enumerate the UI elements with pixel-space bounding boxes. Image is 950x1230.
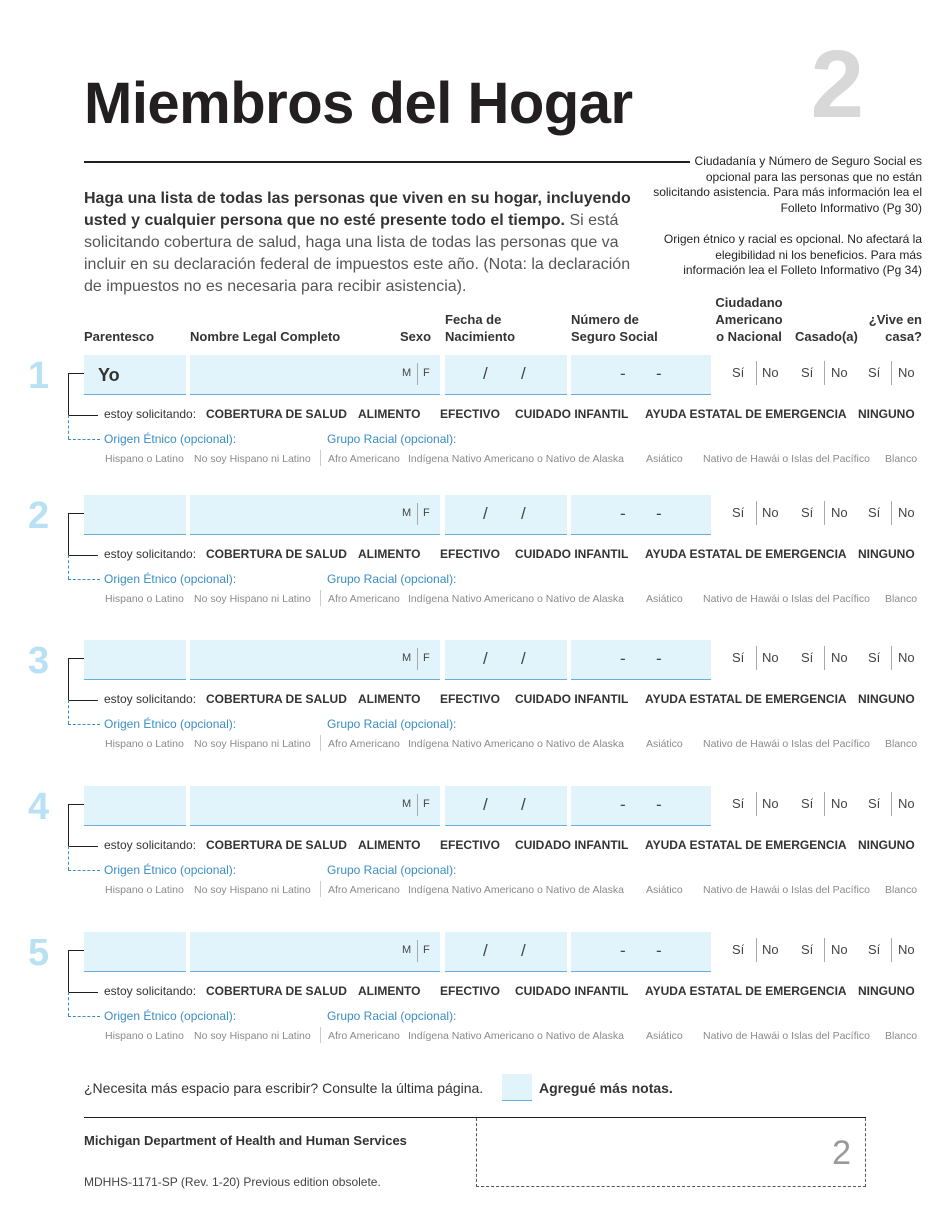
bracket-dashed <box>68 870 100 871</box>
ethnic-option[interactable]: Hispano o Latino <box>105 453 184 465</box>
sex-divider <box>417 648 418 670</box>
header-lives-2: casa? <box>885 329 922 344</box>
added-notes-checkbox[interactable] <box>502 1074 532 1101</box>
header-dob-2: Nacimiento <box>445 329 516 344</box>
program-state-emergency[interactable]: AYUDA ESTATAL DE EMERGENCIA <box>645 407 847 421</box>
ethnic-option[interactable]: No soy Hispano ni Latino <box>194 453 311 465</box>
married-yes-option[interactable]: Sí <box>801 650 814 665</box>
bracket-dashed <box>68 700 69 724</box>
race-option[interactable]: Afro Americano <box>328 884 400 896</box>
ssn-field[interactable] <box>571 786 711 826</box>
bracket-dashed <box>68 846 69 870</box>
ethnic-option[interactable]: No soy Hispano ni Latino <box>194 738 311 750</box>
yes-no-divider <box>756 938 757 962</box>
citizen-no-option[interactable]: No <box>762 796 779 811</box>
lives-no-option[interactable]: No <box>898 796 915 811</box>
applying-label: estoy solicitando: <box>104 692 197 706</box>
race-option[interactable]: Asiático <box>646 593 683 605</box>
yes-no-divider <box>891 361 892 385</box>
applying-label: estoy solicitando: <box>104 838 197 852</box>
program-food[interactable]: ALIMENTO <box>358 547 421 561</box>
applying-row <box>104 984 915 998</box>
bracket-line <box>68 846 98 847</box>
applying-row <box>104 692 915 706</box>
relationship-field[interactable] <box>84 786 186 826</box>
relationship-field[interactable] <box>84 932 186 972</box>
program-health-coverage[interactable]: COBERTURA DE SALUD <box>206 407 347 421</box>
dob-slash: / <box>521 364 526 383</box>
ssn-note: Ciudadanía y Número de Seguro Social es opcional para las personas que no están solicitando asistencia. Para más información lea el Folleto Informativo (Pg 30) <box>653 154 922 215</box>
lives-no-option[interactable]: No <box>898 505 915 520</box>
ssn-dash: - <box>620 504 626 523</box>
legal-name-field[interactable] <box>190 932 440 972</box>
header-citizen-1: Ciudadano <box>715 295 783 310</box>
option-divider <box>320 590 321 606</box>
race-option[interactable]: Blanco <box>885 884 918 896</box>
dob-field[interactable] <box>445 495 567 535</box>
race-option[interactable]: Asiático <box>646 738 683 750</box>
ssn-dash: - <box>620 941 626 960</box>
race-option[interactable]: Blanco <box>885 593 918 605</box>
program-state-emergency[interactable]: AYUDA ESTATAL DE EMERGENCIA <box>645 838 847 852</box>
citizen-no-option[interactable]: No <box>762 365 779 380</box>
program-state-emergency[interactable]: AYUDA ESTATAL DE EMERGENCIA <box>645 984 847 998</box>
header-ssn-2: Seguro Social <box>571 329 658 344</box>
sex-f-option[interactable]: F <box>423 367 430 379</box>
program-child-care[interactable]: CUIDADO INFANTIL <box>515 407 629 421</box>
citizen-yes-option[interactable]: Sí <box>732 650 745 665</box>
sex-m-option[interactable]: M <box>402 798 412 810</box>
sex-m-option[interactable]: M <box>402 944 412 956</box>
bracket-line <box>68 415 98 416</box>
dob-field[interactable] <box>445 932 567 972</box>
header-legal-name: Nombre Legal Completo <box>190 329 341 344</box>
member-number: 2 <box>28 495 50 537</box>
citizen-no-option[interactable]: No <box>762 650 779 665</box>
lives-yes-option[interactable]: Sí <box>868 796 881 811</box>
form-id: MDHHS-1171-SP (Rev. 1-20) Previous edition obsolete. <box>84 1175 381 1189</box>
header-citizen <box>713 294 785 345</box>
married-yes-option[interactable]: Sí <box>801 365 814 380</box>
race-option[interactable]: Asiático <box>646 884 683 896</box>
program-child-care[interactable]: CUIDADO INFANTIL <box>515 984 629 998</box>
header-sex: Sexo <box>400 329 432 344</box>
racial-group-label: Grupo Racial (opcional): <box>327 717 457 731</box>
member-number: 1 <box>28 355 50 397</box>
race-option[interactable]: Nativo de Hawái o Islas del Pacífico <box>703 738 870 750</box>
header-citizen-3: o Nacional <box>716 329 782 344</box>
race-option[interactable]: Indígena Nativo Americano o Nativo de Alaska <box>408 884 624 896</box>
ssn-dash: - <box>620 649 626 668</box>
bracket-line <box>68 373 84 374</box>
yes-no-divider <box>891 938 892 962</box>
program-cash[interactable]: EFECTIVO <box>440 692 501 706</box>
program-health-coverage[interactable]: COBERTURA DE SALUD <box>206 838 347 852</box>
ethnic-option[interactable]: No soy Hispano ni Latino <box>194 1030 311 1042</box>
sex-divider <box>417 503 418 525</box>
page-title: Miembros del Hogar <box>84 71 633 136</box>
lives-yes-option[interactable]: Sí <box>868 650 881 665</box>
divider <box>84 161 690 163</box>
citizen-no-option[interactable]: No <box>762 505 779 520</box>
lives-yes-option[interactable]: Sí <box>868 365 881 380</box>
sex-divider <box>417 794 418 816</box>
applying-row <box>104 547 915 561</box>
option-divider <box>320 881 321 897</box>
race-option[interactable]: Indígena Nativo Americano o Nativo de Alaska <box>408 738 624 750</box>
dob-slash: / <box>483 364 488 383</box>
lives-yes-option[interactable]: Sí <box>868 942 881 957</box>
program-food[interactable]: ALIMENTO <box>358 984 421 998</box>
ethnic-origin-label: Origen Étnico (opcional): <box>104 1009 237 1023</box>
citizen-no-option[interactable]: No <box>762 942 779 957</box>
program-food[interactable]: ALIMENTO <box>358 407 421 421</box>
applying-label: estoy solicitando: <box>104 984 197 998</box>
racial-group-label: Grupo Racial (opcional): <box>327 1009 457 1023</box>
sex-m-option[interactable]: M <box>402 507 412 519</box>
dob-slash: / <box>483 795 488 814</box>
yes-no-divider <box>824 501 825 525</box>
program-none[interactable]: NINGUNO <box>858 692 915 706</box>
race-option[interactable]: Nativo de Hawái o Islas del Pacífico <box>703 884 870 896</box>
bracket-dashed <box>68 992 69 1016</box>
racial-group-label: Grupo Racial (opcional): <box>327 863 457 877</box>
race-option[interactable]: Nativo de Hawái o Islas del Pacífico <box>703 593 870 605</box>
married-yes-option[interactable]: Sí <box>801 796 814 811</box>
lives-no-option[interactable]: No <box>898 365 915 380</box>
yes-no-divider <box>756 792 757 816</box>
ssn-dash: - <box>656 504 662 523</box>
program-state-emergency[interactable]: AYUDA ESTATAL DE EMERGENCIA <box>645 692 847 706</box>
relationship-field[interactable] <box>84 495 186 535</box>
race-note: Origen étnico y racial es opcional. No afectará la elegibilidad ni los beneficios. Para más información lea el Folleto Informativo (Pg 34) <box>663 232 922 277</box>
married-yes-option[interactable]: Sí <box>801 505 814 520</box>
page-number-small: 2 <box>832 1134 851 1172</box>
ethnic-option[interactable]: Hispano o Latino <box>105 593 184 605</box>
bracket-dashed <box>68 579 100 580</box>
married-no-option[interactable]: No <box>831 365 848 380</box>
racial-group-label: Grupo Racial (opcional): <box>327 432 457 446</box>
program-cash[interactable]: EFECTIVO <box>440 407 501 421</box>
applying-row <box>104 407 915 421</box>
married-no-option[interactable]: No <box>831 942 848 957</box>
ssn-field[interactable] <box>571 495 711 535</box>
ssn-field[interactable] <box>571 932 711 972</box>
bracket-line <box>68 555 98 556</box>
sex-divider <box>417 940 418 962</box>
legal-name-field[interactable] <box>190 355 440 395</box>
citizen-yes-option[interactable]: Sí <box>732 796 745 811</box>
lives-yes-option[interactable]: Sí <box>868 505 881 520</box>
header-dob-1: Fecha de <box>445 312 502 327</box>
bracket-dashed <box>68 555 69 579</box>
member-number: 5 <box>28 932 50 974</box>
bracket-line <box>68 658 69 700</box>
option-divider <box>320 1027 321 1043</box>
yes-no-divider <box>824 361 825 385</box>
header-married: Casado(a) <box>795 329 858 344</box>
legal-name-field[interactable] <box>190 786 440 826</box>
yes-no-divider <box>824 792 825 816</box>
dob-slash: / <box>521 504 526 523</box>
ethnic-option[interactable]: No soy Hispano ni Latino <box>194 884 311 896</box>
sex-f-option[interactable]: F <box>423 798 430 810</box>
yes-no-divider <box>756 361 757 385</box>
racial-group-label: Grupo Racial (opcional): <box>327 572 457 586</box>
married-no-option[interactable]: No <box>831 650 848 665</box>
race-option[interactable]: Indígena Nativo Americano o Nativo de Alaska <box>408 1030 624 1042</box>
added-notes-label: Agregué más notas. <box>539 1080 673 1096</box>
program-health-coverage[interactable]: COBERTURA DE SALUD <box>206 984 347 998</box>
bracket-line <box>68 804 84 805</box>
yes-no-divider <box>891 501 892 525</box>
yes-no-divider <box>824 938 825 962</box>
legal-name-field[interactable] <box>190 640 440 680</box>
dob-field[interactable] <box>445 355 567 395</box>
relationship-field[interactable] <box>84 640 186 680</box>
race-option[interactable]: Nativo de Hawái o Islas del Pacífico <box>703 1030 870 1042</box>
yes-no-divider <box>756 646 757 670</box>
member-number: 3 <box>28 640 50 682</box>
program-health-coverage[interactable]: COBERTURA DE SALUD <box>206 547 347 561</box>
bracket-line <box>68 950 84 951</box>
ssn-field[interactable] <box>571 355 711 395</box>
ssn-dash: - <box>656 649 662 668</box>
ethnic-origin-label: Origen Étnico (opcional): <box>104 432 237 446</box>
bracket-line <box>68 992 98 993</box>
race-option[interactable]: Blanco <box>885 1030 918 1042</box>
bracket-line <box>68 658 84 659</box>
ssn-field[interactable] <box>571 640 711 680</box>
bracket-dashed <box>68 1016 100 1017</box>
page-number-box <box>476 1118 866 1187</box>
race-option[interactable]: Blanco <box>885 453 918 465</box>
sex-m-option[interactable]: M <box>402 367 412 379</box>
race-option[interactable]: Indígena Nativo Americano o Nativo de Alaska <box>408 593 624 605</box>
bracket-dashed <box>68 415 69 439</box>
relationship-field[interactable] <box>84 355 186 395</box>
race-option[interactable]: Indígena Nativo Americano o Nativo de Alaska <box>408 453 624 465</box>
married-no-option[interactable]: No <box>831 796 848 811</box>
bracket-line <box>68 700 98 701</box>
program-none[interactable]: NINGUNO <box>858 838 915 852</box>
bracket-line <box>68 373 69 415</box>
department-name: Michigan Department of Health and Human Services <box>84 1133 407 1148</box>
sex-f-option[interactable]: F <box>423 507 430 519</box>
header-lives <box>866 311 922 345</box>
header-ssn <box>571 311 658 345</box>
program-child-care[interactable]: CUIDADO INFANTIL <box>515 547 629 561</box>
dob-slash: / <box>483 649 488 668</box>
citizen-yes-option[interactable]: Sí <box>732 505 745 520</box>
program-none[interactable]: NINGUNO <box>858 407 915 421</box>
option-divider <box>320 735 321 751</box>
applying-label: estoy solicitando: <box>104 547 197 561</box>
member-number: 4 <box>28 786 50 828</box>
instructions <box>84 188 640 298</box>
dob-slash: / <box>521 795 526 814</box>
program-cash[interactable]: EFECTIVO <box>440 838 501 852</box>
dob-slash: / <box>521 649 526 668</box>
dob-slash: / <box>483 941 488 960</box>
ssn-dash: - <box>656 941 662 960</box>
option-divider <box>320 450 321 466</box>
ethnic-origin-label: Origen Étnico (opcional): <box>104 863 237 877</box>
sex-m-option[interactable]: M <box>402 652 412 664</box>
race-option[interactable]: Asiático <box>646 453 683 465</box>
legal-name-field[interactable] <box>190 495 440 535</box>
dob-slash: / <box>521 941 526 960</box>
race-option[interactable]: Asiático <box>646 1030 683 1042</box>
bracket-line <box>68 804 69 846</box>
yes-no-divider <box>824 646 825 670</box>
program-child-care[interactable]: CUIDADO INFANTIL <box>515 838 629 852</box>
ethnic-origin-label: Origen Étnico (opcional): <box>104 572 237 586</box>
ethnic-option[interactable]: Hispano o Latino <box>105 738 184 750</box>
program-cash[interactable]: EFECTIVO <box>440 984 501 998</box>
married-yes-option[interactable]: Sí <box>801 942 814 957</box>
lives-no-option[interactable]: No <box>898 942 915 957</box>
program-child-care[interactable]: CUIDADO INFANTIL <box>515 692 629 706</box>
ssn-dash: - <box>620 364 626 383</box>
dob-field[interactable] <box>445 786 567 826</box>
bracket-dashed <box>68 724 100 725</box>
applying-row <box>104 838 915 852</box>
race-option[interactable]: Afro Americano <box>328 593 400 605</box>
dob-slash: / <box>483 504 488 523</box>
program-food[interactable]: ALIMENTO <box>358 838 421 852</box>
ssn-dash: - <box>656 795 662 814</box>
ethnic-origin-label: Origen Étnico (opcional): <box>104 717 237 731</box>
yes-no-divider <box>756 501 757 525</box>
page-number-large: 2 <box>810 31 864 138</box>
header-ssn-1: Número de <box>571 312 639 327</box>
instructions-bold: Haga una lista de todas las personas que viven en su hogar, incluyendo usted y cualquier persona que no esté presente todo el tiempo. <box>84 190 631 229</box>
race-option[interactable]: Nativo de Hawái o Islas del Pacífico <box>703 453 870 465</box>
header-dob <box>445 311 515 345</box>
program-cash[interactable]: EFECTIVO <box>440 547 501 561</box>
bracket-line <box>68 513 84 514</box>
dob-field[interactable] <box>445 640 567 680</box>
ssn-dash: - <box>620 795 626 814</box>
bracket-dashed <box>68 439 100 440</box>
relationship-value: Yo <box>98 365 120 385</box>
race-option[interactable]: Afro Americano <box>328 453 400 465</box>
bracket-line <box>68 513 69 555</box>
sex-f-option[interactable]: F <box>423 944 430 956</box>
applying-label: estoy solicitando: <box>104 407 197 421</box>
citizen-yes-option[interactable]: Sí <box>732 942 745 957</box>
header-lives-1: ¿Vive en <box>868 312 922 327</box>
program-none[interactable]: NINGUNO <box>858 547 915 561</box>
citizen-yes-option[interactable]: Sí <box>732 365 745 380</box>
married-no-option[interactable]: No <box>831 505 848 520</box>
race-option[interactable]: Afro Americano <box>328 738 400 750</box>
header-relationship: Parentesco <box>84 329 155 344</box>
more-space-question: ¿Necesita más espacio para escribir? Consulte la última página. <box>84 1080 484 1096</box>
bracket-line <box>68 950 69 992</box>
race-option[interactable]: Afro Americano <box>328 1030 400 1042</box>
program-health-coverage[interactable]: COBERTURA DE SALUD <box>206 692 347 706</box>
ethnic-option[interactable]: Hispano o Latino <box>105 884 184 896</box>
ethnic-option[interactable]: No soy Hispano ni Latino <box>194 593 311 605</box>
sex-divider <box>417 363 418 385</box>
sex-f-option[interactable]: F <box>423 652 430 664</box>
program-food[interactable]: ALIMENTO <box>358 692 421 706</box>
program-state-emergency[interactable]: AYUDA ESTATAL DE EMERGENCIA <box>645 547 847 561</box>
instructions-rest: Si está solicitando cobertura de salud, haga una lista de todas las personas que va incluir en su declaración federal de impuestos este año. (Nota: la declaración de impuestos no es necesaria para recibir asistencia). <box>84 212 631 295</box>
header-citizen-2: Americano <box>715 312 783 327</box>
ethnic-option[interactable]: Hispano o Latino <box>105 1030 184 1042</box>
yes-no-divider <box>891 792 892 816</box>
race-option[interactable]: Blanco <box>885 738 918 750</box>
ssn-dash: - <box>656 364 662 383</box>
program-none[interactable]: NINGUNO <box>858 984 915 998</box>
yes-no-divider <box>891 646 892 670</box>
lives-no-option[interactable]: No <box>898 650 915 665</box>
